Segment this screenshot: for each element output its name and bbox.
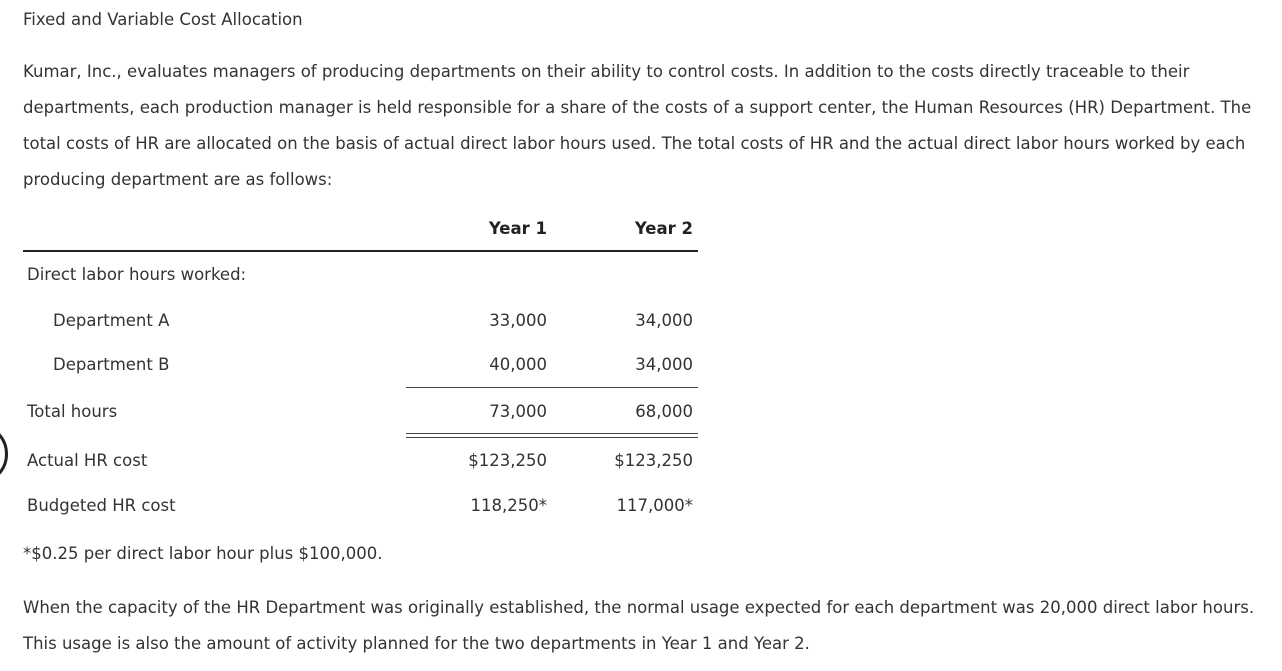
closing-paragraph: When the capacity of the HR Department was originally established, the normal usage expected for each department was 20,000 direct labor hours. This usage is also the amount of activity planned for the two departments in Year 1 and Year 2.: [23, 598, 1255, 653]
header-year-2: Year 2: [634, 219, 693, 238]
footnote: *$0.25 per direct labor hour plus $100,000.: [23, 544, 383, 563]
header-year-1: Year 1: [488, 219, 547, 238]
cell-actual-year1: $123,250: [468, 451, 547, 470]
row-label-actual-hr: Actual HR cost: [27, 451, 148, 470]
cell-total-year1: 73,000: [489, 402, 547, 421]
cell-dept-a-year2: 34,000: [635, 311, 693, 330]
intro-paragraph: Kumar, Inc., evaluates managers of producing departments on their ability to control costs. In addition to the costs directly traceable to their departments, each production manager is held responsible for a share of the costs of a support center, the Human Resources (HR) Department. The total costs of HR are allocated on the basis of actual direct labor hours used. The total costs of HR and the actual direct labor hours worked by each producing department are as follows:: [23, 62, 1252, 189]
cell-total-year2: 68,000: [635, 402, 693, 421]
cell-actual-year2: $123,250: [614, 451, 693, 470]
cell-budgeted-year2: 117,000*: [616, 496, 693, 515]
page-title: Fixed and Variable Cost Allocation: [23, 10, 303, 29]
cell-budgeted-year1: 118,250*: [470, 496, 547, 515]
row-label-total-hours: Total hours: [27, 402, 118, 421]
cell-dept-b-year1: 40,000: [489, 355, 547, 374]
section-label: Direct labor hours worked:: [27, 265, 247, 284]
partial-circle-decoration: [0, 423, 8, 485]
header-rule: [23, 250, 698, 252]
cell-dept-b-year2: 34,000: [635, 355, 693, 374]
double-rule-bottom: [406, 437, 698, 438]
subtotal-rule: [406, 387, 698, 388]
cell-dept-a-year1: 33,000: [489, 311, 547, 330]
row-label-budgeted-hr: Budgeted HR cost: [27, 496, 176, 515]
double-rule-top: [406, 433, 698, 434]
row-label-dept-b: Department B: [53, 355, 170, 374]
row-label-dept-a: Department A: [53, 311, 170, 330]
